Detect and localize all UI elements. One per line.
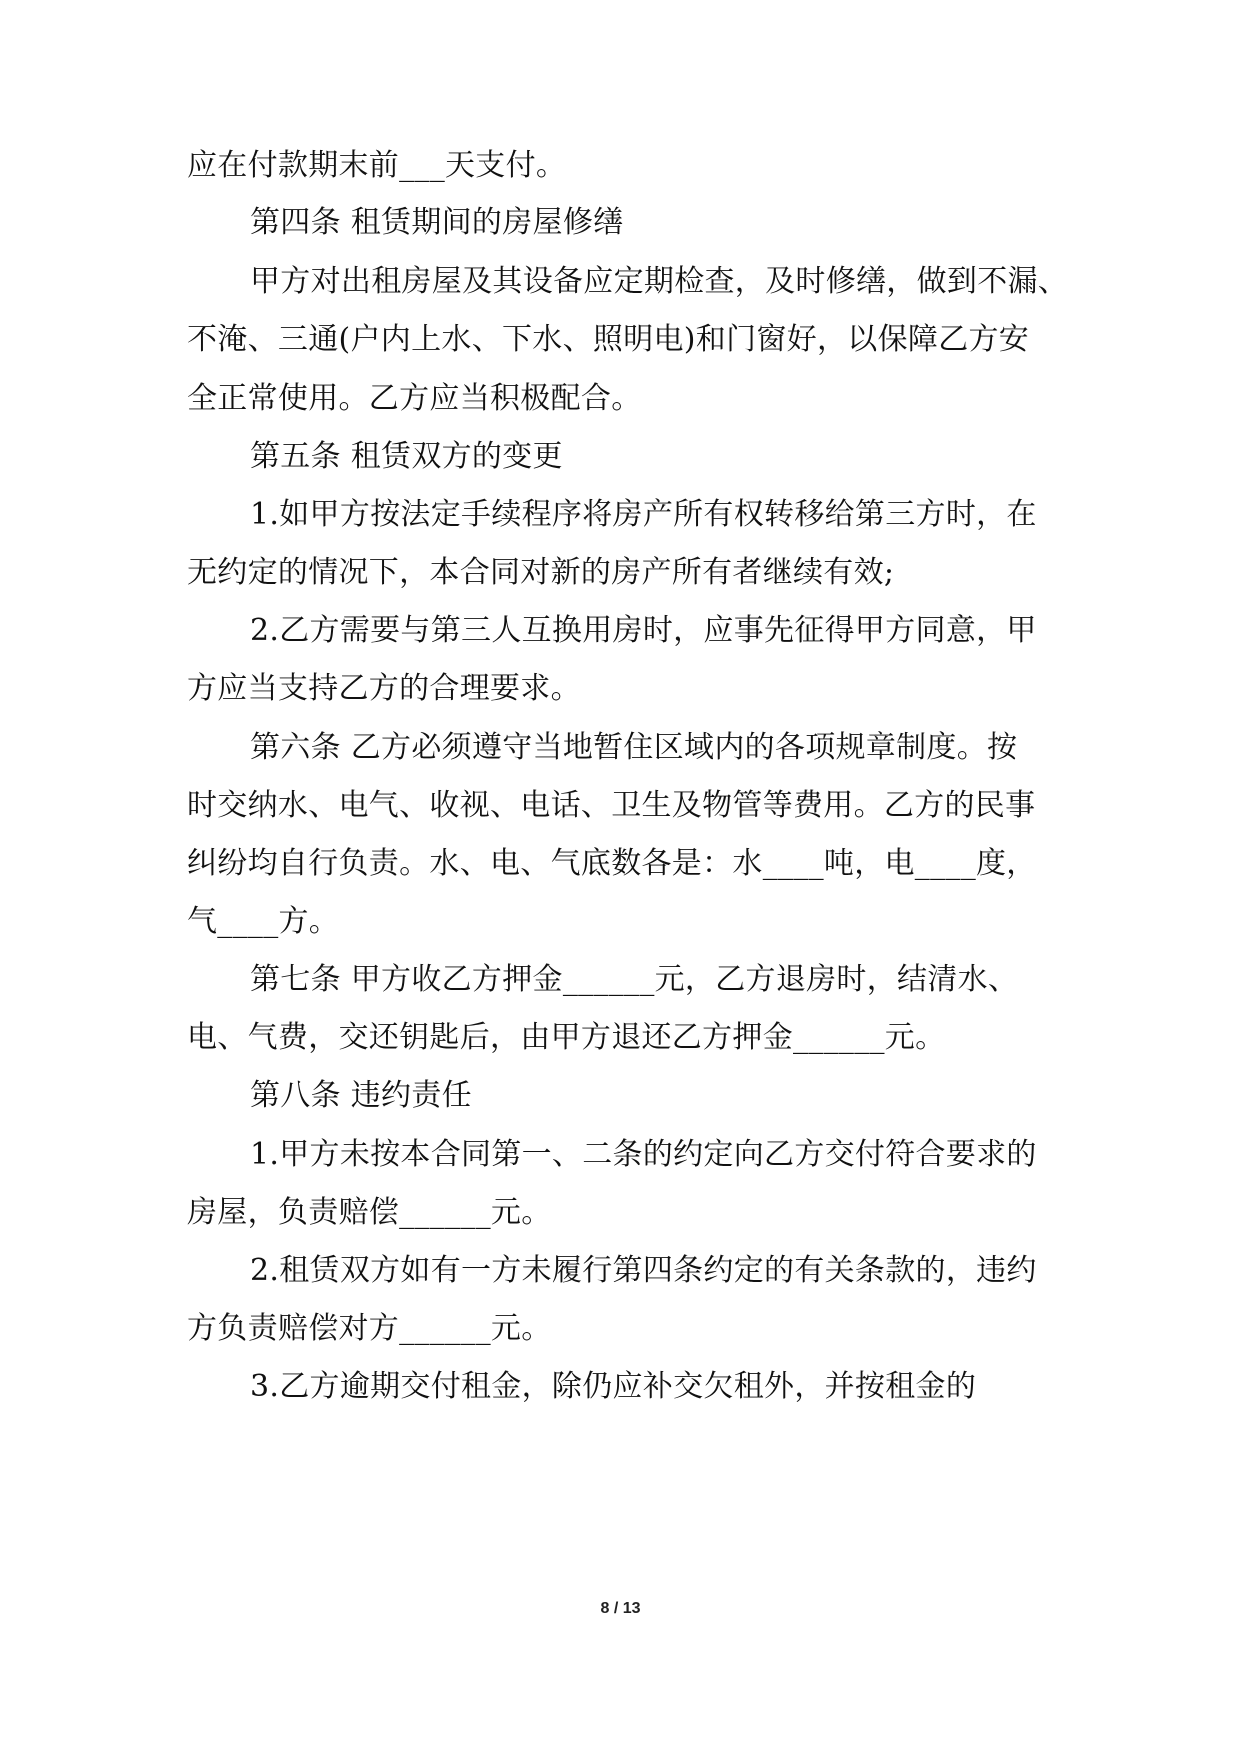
text-line: 纠纷均自行负责。水、电、气底数各是：水____吨，电____度， — [187, 846, 1037, 881]
text-line: 电、气费，交还钥匙后，由甲方退还乙方押金______元。 — [187, 1020, 946, 1055]
text-line: 甲方对出租房屋及其设备应定期检查，及时修缮，做到不漏、 — [250, 264, 1069, 299]
page-number: 8 / 13 — [600, 1600, 641, 1617]
text-line: 时交纳水、电气、收视、电话、卫生及物管等费用。乙方的民事 — [187, 788, 1036, 823]
text-line: 房屋，负责赔偿______元。 — [187, 1195, 552, 1230]
text-line: 1.如甲方按法定手续程序将房产所有权转移给第三方时，在 — [250, 497, 1037, 532]
section-heading: 第八条 违约责任 — [250, 1078, 472, 1113]
text-line: 不淹、三通(户内上水、下水、照明电)和门窗好，以保障乙方安 — [187, 322, 1030, 357]
text-line: 方应当支持乙方的合理要求。 — [187, 671, 581, 706]
section-heading: 第六条 乙方必须遵守当地暂住区域内的各项规章制度。按 — [250, 730, 1018, 765]
text-line: 1.甲方未按本合同第一、二条的约定向乙方交付符合要求的 — [250, 1137, 1037, 1172]
section-heading: 第七条 甲方收乙方押金______元，乙方退房时，结清水、 — [250, 962, 1019, 997]
text-line: 2.租赁双方如有一方未履行第四条约定的有关条款的，违约 — [250, 1253, 1037, 1288]
text-line: 3.乙方逾期交付租金，除仍应补交欠租外，并按租金的 — [250, 1369, 977, 1404]
text-line: 应在付款期末前___天支付。 — [187, 148, 567, 183]
text-line: 无约定的情况下，本合同对新的房产所有者继续有效; — [187, 555, 895, 590]
text-line: 气____方。 — [187, 904, 340, 939]
text-line: 方负责赔偿对方______元。 — [187, 1311, 552, 1346]
text-line: 2.乙方需要与第三人互换用房时，应事先征得甲方同意，甲 — [250, 613, 1037, 648]
text-line: 全正常使用。乙方应当积极配合。 — [187, 381, 642, 416]
section-heading: 第五条 租赁双方的变更 — [250, 439, 563, 474]
section-heading: 第四条 租赁期间的房屋修缮 — [250, 205, 624, 240]
